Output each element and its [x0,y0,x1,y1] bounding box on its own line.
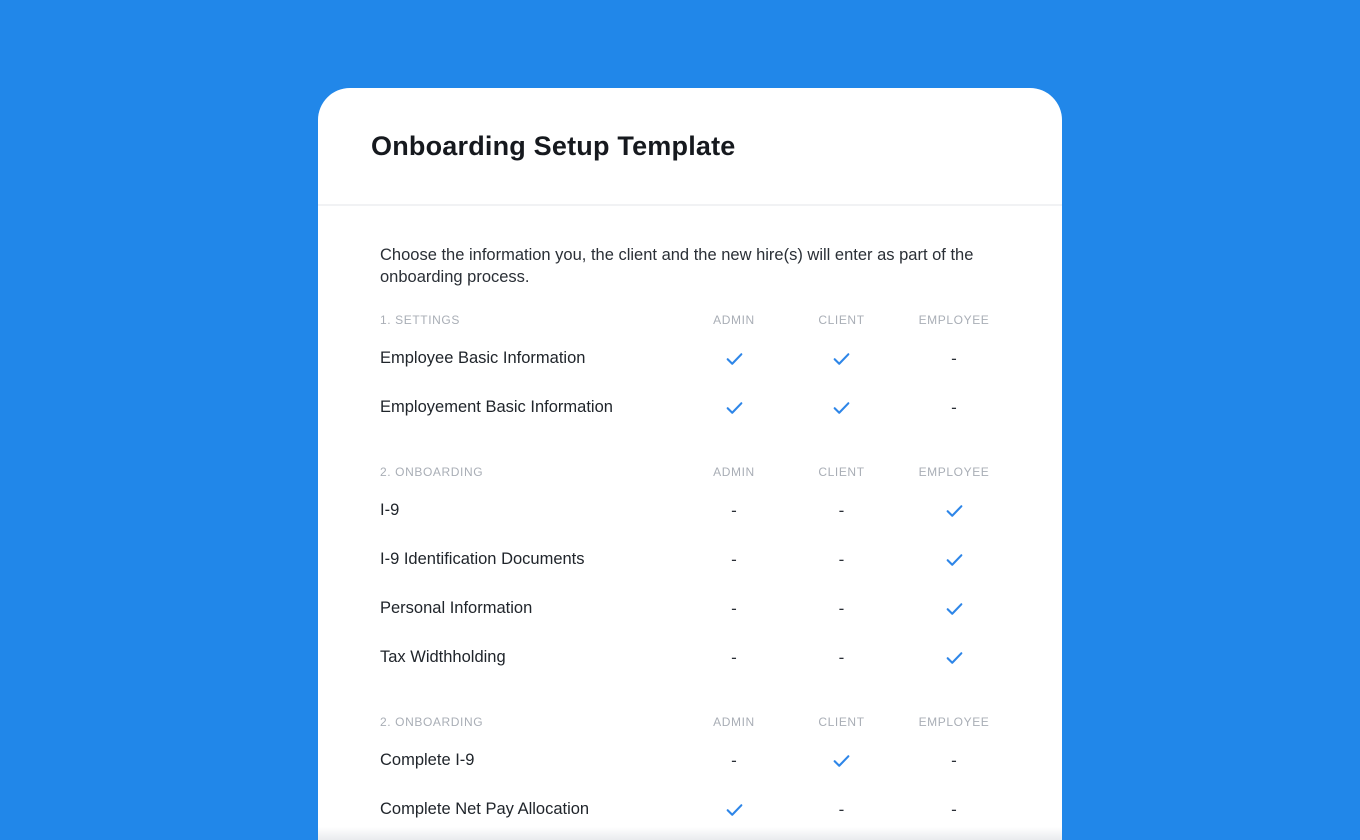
permission-cell-admin[interactable] [679,383,789,432]
onboarding-setup-modal [318,88,1062,840]
column-header-admin: ADMIN [713,313,755,327]
permission-cell-client[interactable] [789,334,894,383]
table-row [380,736,1014,785]
row-label: I-9 Identification Documents [380,550,585,568]
dash-indicator: - [838,501,845,520]
check-icon [724,348,745,369]
check-icon [831,750,852,771]
section-header-row [380,306,1014,334]
row-label: Employement Basic Information [380,398,613,416]
permission-cell-employee[interactable] [894,486,1014,535]
check-icon [944,549,965,570]
dash-indicator: - [838,648,845,667]
modal-description: Choose the information you, the client and the new hire(s) will enter as part of the onboarding process. [380,246,974,286]
section-header-row [380,458,1014,486]
dash-indicator: - [731,648,737,667]
dash-indicator: - [951,398,957,417]
column-header-client: CLIENT [818,313,865,327]
section-label: 2. ONBOARDING [380,715,484,729]
permission-cell-client[interactable] [789,584,894,633]
row-label: Complete I-9 [380,751,475,769]
permission-cell-admin[interactable] [679,334,789,383]
permission-cell-admin[interactable] [679,486,789,535]
modal-body[interactable] [318,206,1062,838]
column-header-employee: EMPLOYEE [918,715,990,729]
permission-cell-employee[interactable] [894,633,1014,682]
section-header-row [380,708,1014,736]
row-label: Employee Basic Information [380,349,586,367]
permission-cell-client[interactable] [789,785,894,834]
permission-cell-client[interactable] [789,383,894,432]
permission-cell-admin[interactable] [679,535,789,584]
check-icon [724,799,745,820]
dash-indicator: - [838,599,845,618]
permission-cell-employee[interactable] [894,785,1014,834]
row-label: Tax Widthholding [380,648,506,666]
permission-cell-employee[interactable] [894,535,1014,584]
column-header-employee: EMPLOYEE [918,465,990,479]
permissions-table [380,306,1014,834]
table-row [380,334,1014,383]
permission-cell-employee[interactable] [894,736,1014,785]
dash-indicator: - [838,550,845,569]
permission-cell-employee[interactable] [894,584,1014,633]
table-row [380,584,1014,633]
row-label: Personal Information [380,599,533,617]
table-row [380,383,1014,432]
permission-cell-employee[interactable] [894,334,1014,383]
row-label: Complete Net Pay Allocation [380,800,590,818]
dash-indicator: - [838,800,845,819]
table-row [380,535,1014,584]
dash-indicator: - [731,751,737,770]
dash-indicator: - [951,751,957,770]
dash-indicator: - [951,349,957,368]
dash-indicator: - [731,501,737,520]
permission-cell-client[interactable] [789,736,894,785]
check-icon [724,397,745,418]
table-row [380,633,1014,682]
check-icon [944,500,965,521]
column-header-client: CLIENT [818,715,865,729]
check-icon [831,348,852,369]
check-icon [831,397,852,418]
permission-cell-client[interactable] [789,486,894,535]
column-header-admin: ADMIN [713,465,755,479]
check-icon [944,598,965,619]
dash-indicator: - [951,800,957,819]
table-row [380,486,1014,535]
permission-cell-client[interactable] [789,633,894,682]
check-icon [944,647,965,668]
column-header-employee: EMPLOYEE [918,313,990,327]
dash-indicator: - [731,550,737,569]
permission-cell-admin[interactable] [679,584,789,633]
column-header-client: CLIENT [818,465,865,479]
permission-cell-admin[interactable] [679,736,789,785]
permission-cell-admin[interactable] [679,785,789,834]
permission-cell-admin[interactable] [679,633,789,682]
permission-cell-employee[interactable] [894,383,1014,432]
modal-title: Onboarding Setup Template [371,130,736,161]
section-label: 1. SETTINGS [380,313,460,327]
column-header-admin: ADMIN [713,715,755,729]
section-label: 2. ONBOARDING [380,465,484,479]
row-label: I-9 [380,501,400,519]
table-row [380,785,1014,834]
dash-indicator: - [731,599,737,618]
permission-cell-client[interactable] [789,535,894,584]
modal-header [318,88,1062,206]
